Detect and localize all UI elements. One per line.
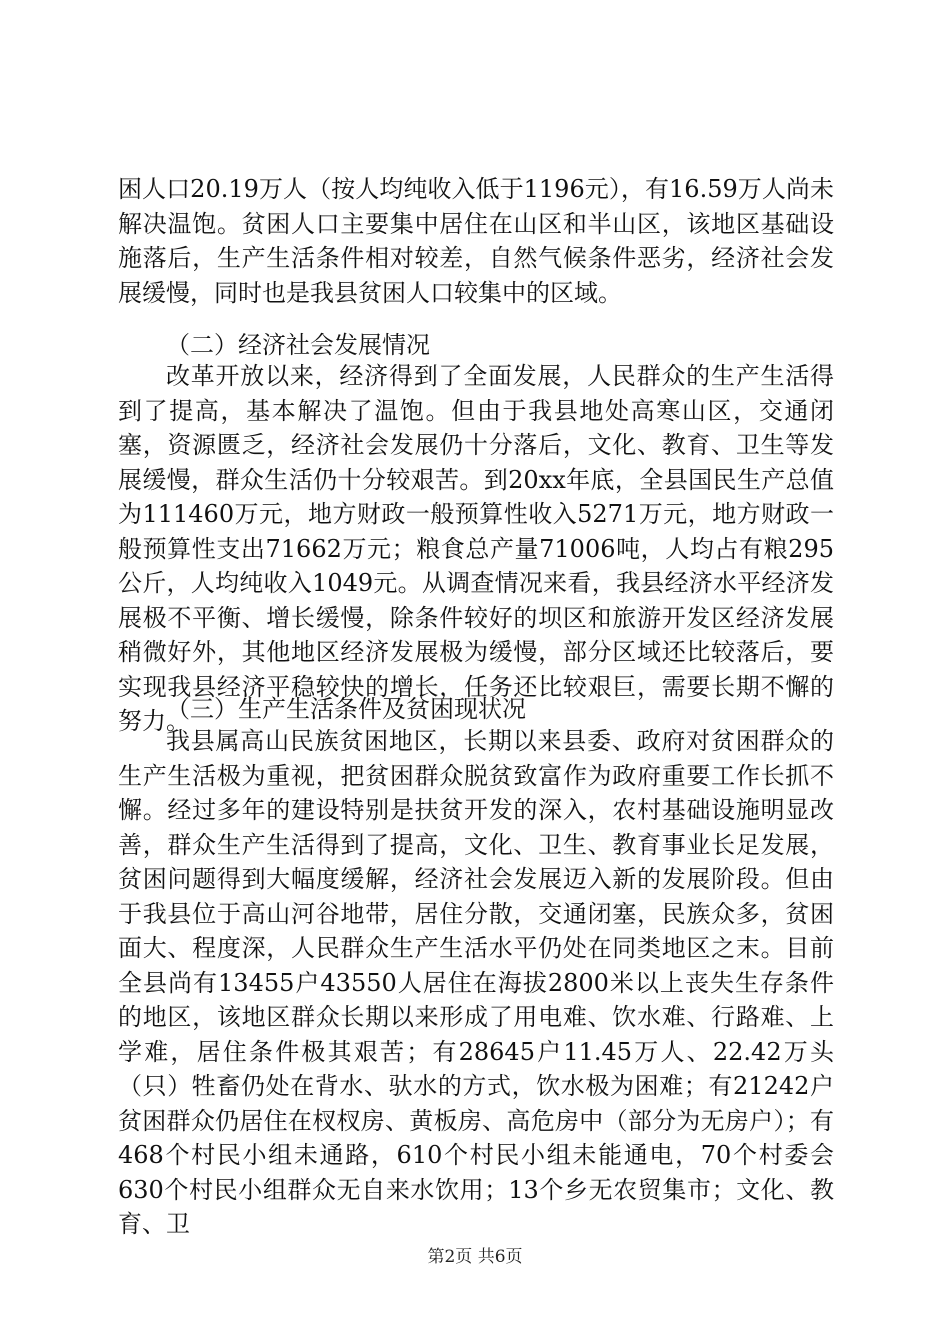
section-heading-economic-development: （二）经济社会发展情况 bbox=[166, 331, 430, 359]
paragraph-poverty-population: 困人口20.19万人（按人均纯收入低于1196元），有16.59万人尚未解决温饱。贫困人口主要集中居住在山区和半山区，该地区基础设施落后，生产生活条件相对较差，自然气候条件恶劣，经济社会发展缓慢，同时也是我县贫困人口较集中的区域。 bbox=[118, 175, 834, 307]
section-heading-living-conditions: （三）生产生活条件及贫困现状况 bbox=[166, 695, 526, 723]
paragraph-economic-development: 改革开放以来，经济得到了全面发展，人民群众的生产生活得到了提高，基本解决了温饱。但由于我县地处高寒山区，交通闭塞，资源匮乏，经济社会发展仍十分落后，文化、教育、卫生等发展缓慢，群众生活仍十分较艰苦。到20xx年底，全县国民生产总值为111460万元，地方财政一般预算性收入5271万元，地方财政一般预算性支出71662万元；粮食总产量71006吨，人均占有粮295公斤，人均纯收入1049元。从调查情况来看，我县经济水平经济发展极不平衡、增长缓慢，除条件较好的坝区和旅游开发区经济发展稍微好外，其他地区经济发展极为缓慢，部分区域还比较落后，要实现我县经济平稳较快的增长，任务还比较艰巨，需要长期不懈的努力。 bbox=[118, 362, 834, 735]
page-number-footer: 第2页 共6页 bbox=[427, 1247, 523, 1267]
paragraph-living-conditions: 我县属高山民族贫困地区，长期以来县委、政府对贫困群众的生产生活极为重视，把贫困群众脱贫致富作为政府重要工作长抓不懈。经过多年的建设特别是扶贫开发的深入，农村基础设施明显改善，群众生产生活得到了提高，文化、卫生、教育事业长足发展，贫困问题得到大幅度缓解，经济社会发展迈入新的发展阶段。但由于我县位于高山河谷地带，居住分散，交通闭塞，民族众多，贫困面大、程度深，人民群众生产生活水平仍处在同类地区之末。目前全县尚有13455户43550人居住在海拔2800米以上丧失生存条件的地区，该地区群众长期以来形成了用电难、饮水难、行路难、上学难，居住条件极其艰苦；有28645户11.45万人、22.42万头（只）牲畜仍处在背水、驮水的方式，饮水极为困难；有21242户贫困群众仍居住在杈杈房、黄板房、高危房中（部分为无房户）；有468个村民小组未通路，610个村民小组未能通电，70个村委会630个村民小组群众无自来水饮用；13个乡无农贸集市；文化、教育、卫 bbox=[118, 727, 834, 1238]
